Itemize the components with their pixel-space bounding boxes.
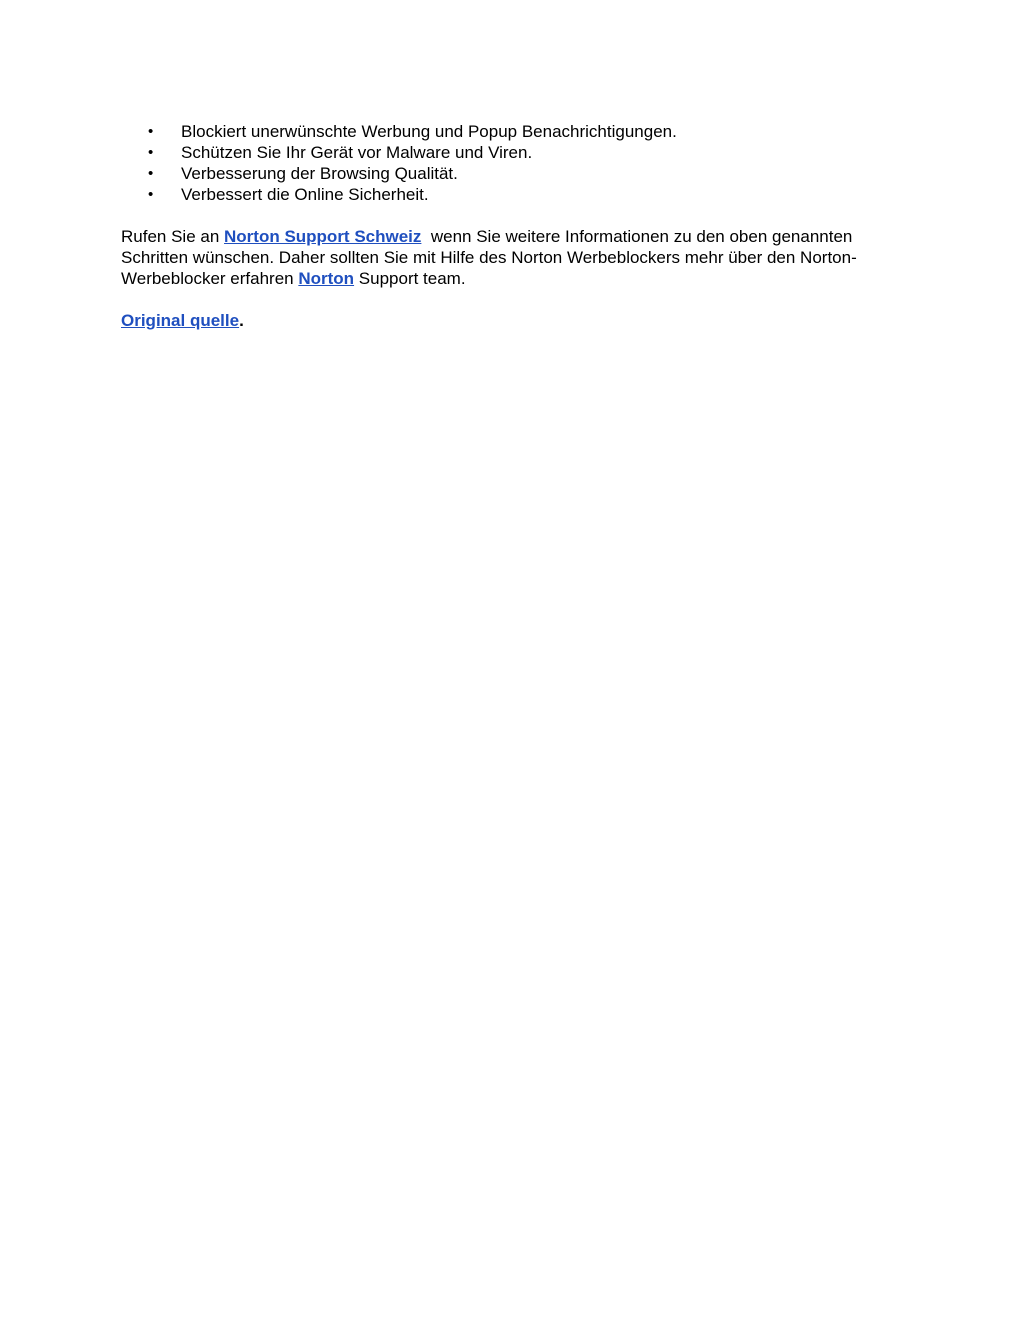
list-item bbox=[121, 163, 921, 184]
original-source-link[interactable]: Original quelle bbox=[121, 311, 240, 330]
list-item bbox=[121, 121, 921, 142]
paragraph-text-end: Support team. bbox=[354, 269, 466, 288]
list-item-text: Verbessert die Online Sicherheit. bbox=[181, 185, 429, 204]
support-paragraph bbox=[121, 226, 911, 289]
document-page bbox=[121, 121, 921, 331]
list-item-text: Blockiert unerwünschte Werbung und Popup Benachrichtigungen. bbox=[181, 122, 677, 141]
source-line bbox=[121, 310, 921, 331]
list-item-text: Schützen Sie Ihr Gerät vor Malware und Viren. bbox=[181, 143, 533, 162]
paragraph-text-middle: wenn Sie weitere Informationen zu den oben genannten Schritten wünschen. Daher sollten Sie mit Hilfe des Norton Werbeblockers mehr über den Norton-Werbeblocker erfahren bbox=[121, 227, 858, 288]
paragraph-text-start: Rufen Sie an bbox=[121, 227, 225, 246]
list-item bbox=[121, 184, 921, 205]
bullet-icon: • bbox=[148, 123, 154, 140]
list-item bbox=[121, 142, 921, 163]
bullet-icon: • bbox=[148, 165, 154, 182]
bullet-icon: • bbox=[148, 144, 154, 161]
bullet-icon: • bbox=[148, 186, 154, 203]
feature-list bbox=[121, 121, 921, 205]
norton-support-schweiz-link[interactable]: Norton Support Schweiz bbox=[224, 227, 422, 246]
source-suffix: . bbox=[239, 311, 244, 330]
list-item-text: Verbesserung der Browsing Qualität. bbox=[181, 164, 458, 183]
norton-link[interactable]: Norton bbox=[298, 269, 355, 288]
